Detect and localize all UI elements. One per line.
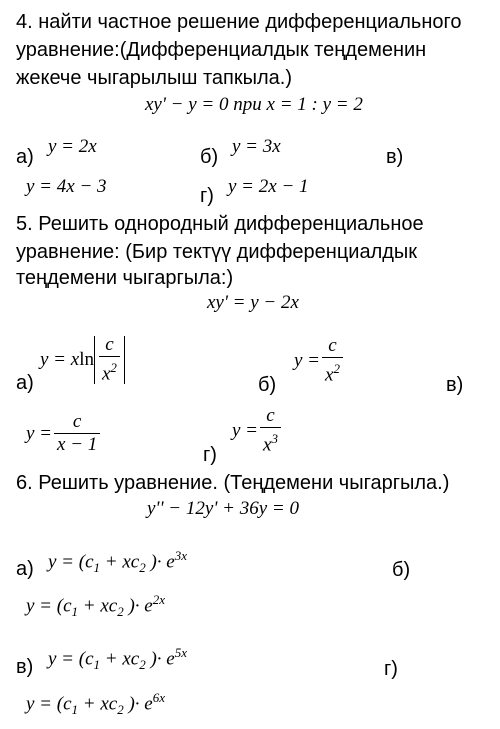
q6-b-tail: )· e <box>123 595 153 617</box>
q6-a-exp: 3x <box>174 548 187 563</box>
q4-option-a-label: а) <box>16 146 34 168</box>
q5-equation: xy' = y − 2x <box>207 292 299 313</box>
q6-b-sub2: 2 <box>117 604 124 620</box>
q6-option-a <box>48 548 187 576</box>
q5-g-den-exp: 3 <box>271 431 278 446</box>
q5-g-num: c <box>266 405 275 426</box>
q5-a-ln: ln <box>79 349 94 370</box>
q5-heading: 5. Решить однородный дифференциальное <box>16 213 424 235</box>
q5-a-fraction <box>99 335 120 384</box>
q5-a-den <box>99 356 120 384</box>
q4-option-b-label: б) <box>200 146 219 168</box>
q6-option-v <box>48 645 187 673</box>
q5-a-den-exp: 2 <box>110 360 117 376</box>
q5-option-a <box>40 335 125 385</box>
q6-b-exp: 2x <box>152 592 165 607</box>
q5-option-g-label: г) <box>203 444 217 466</box>
q6-v-exp: 5x <box>174 645 187 660</box>
q4-option-b: y = 3x <box>232 136 281 157</box>
q6-a-lhs: y = (c <box>48 551 94 573</box>
q6-g-lhs: y = (c <box>26 693 72 715</box>
q5-a-abs <box>94 336 125 384</box>
q5-b-den-x: x <box>325 364 334 386</box>
q6-option-v-label: в) <box>16 656 34 678</box>
q5-g-fraction <box>260 406 281 455</box>
q6-b-lhs: y = (c <box>26 595 72 617</box>
q4-option-v-label: в) <box>386 146 404 168</box>
q5-a-num: c <box>105 334 114 356</box>
q5-b-fraction <box>322 336 343 385</box>
q5-option-v-label: в) <box>446 374 464 396</box>
q6-option-g <box>26 690 165 718</box>
q6-option-g-label: г) <box>384 658 398 680</box>
q4-option-v: y = 4x − 3 <box>26 176 107 197</box>
q4-option-g: y = 2x − 1 <box>228 176 309 197</box>
q6-g-exp: 6x <box>152 690 165 705</box>
q6-option-b <box>26 592 165 620</box>
q6-v-sub2: 2 <box>139 657 146 673</box>
q5-a-den-x: x <box>101 363 111 385</box>
q4-option-g-label: г) <box>200 185 214 207</box>
q6-option-a-label: а) <box>16 558 34 580</box>
q6-b-sub1: 1 <box>71 604 79 620</box>
q5-g-den <box>260 427 281 455</box>
q6-v-sub1: 1 <box>93 657 101 673</box>
q6-option-b-label: б) <box>392 559 411 581</box>
q6-b-mid: + xc <box>78 595 118 617</box>
q5-b-num: c <box>328 335 337 356</box>
q6-g-mid: + xc <box>78 693 118 715</box>
q5-option-b <box>294 336 345 385</box>
q6-v-tail: )· e <box>145 648 175 670</box>
q6-v-lhs: y = (c <box>48 648 94 670</box>
q6-equation: y'' − 12y' + 36y = 0 <box>147 498 299 519</box>
q6-a-tail: )· e <box>145 551 175 573</box>
q5-option-a-label: а) <box>16 372 34 394</box>
q5-b-den-exp: 2 <box>333 361 340 376</box>
q5-option-v <box>26 412 102 455</box>
q6-a-mid: + xc <box>100 551 140 573</box>
q5-b-den <box>322 357 343 385</box>
q5-option-b-label: б) <box>258 374 277 396</box>
q4-heading: 4. найти частное решение дифференциального <box>16 11 462 33</box>
q5-v-fraction <box>54 412 100 455</box>
q5-b-lhs: y = <box>294 349 321 371</box>
q4-line3: жекече чыгарылыш тапкыла.) <box>16 67 292 89</box>
q6-a-sub1: 1 <box>93 560 101 576</box>
q5-a-lhs: y = x <box>40 349 80 370</box>
q6-g-sub1: 1 <box>71 702 79 718</box>
q4-equation: xy' − y = 0 при x = 1 : y = 2 <box>145 94 363 115</box>
q5-v-lhs: y = <box>26 422 53 444</box>
q6-g-tail: )· e <box>123 693 153 715</box>
q4-line2: уравнение:(Дифференциалдык теңдеменин <box>16 39 427 61</box>
q5-v-num: c <box>72 411 82 432</box>
q5-line3: теңдемени чыгаргыла:) <box>16 267 234 289</box>
q6-v-mid: + xc <box>100 648 140 670</box>
q5-v-den: x − 1 <box>54 433 100 455</box>
q5-g-den-x: x <box>263 434 272 456</box>
q5-line2: уравнение: (Бир тектүү дифференциалдык <box>16 241 418 263</box>
q6-heading: 6. Решить уравнение. (Теңдемени чыгаргыла.) <box>16 472 450 494</box>
q5-option-g <box>232 406 283 455</box>
q5-g-lhs: y = <box>232 419 259 441</box>
q6-a-sub2: 2 <box>139 560 146 576</box>
q6-g-sub2: 2 <box>117 702 124 718</box>
q4-option-a: y = 2x <box>48 136 97 157</box>
